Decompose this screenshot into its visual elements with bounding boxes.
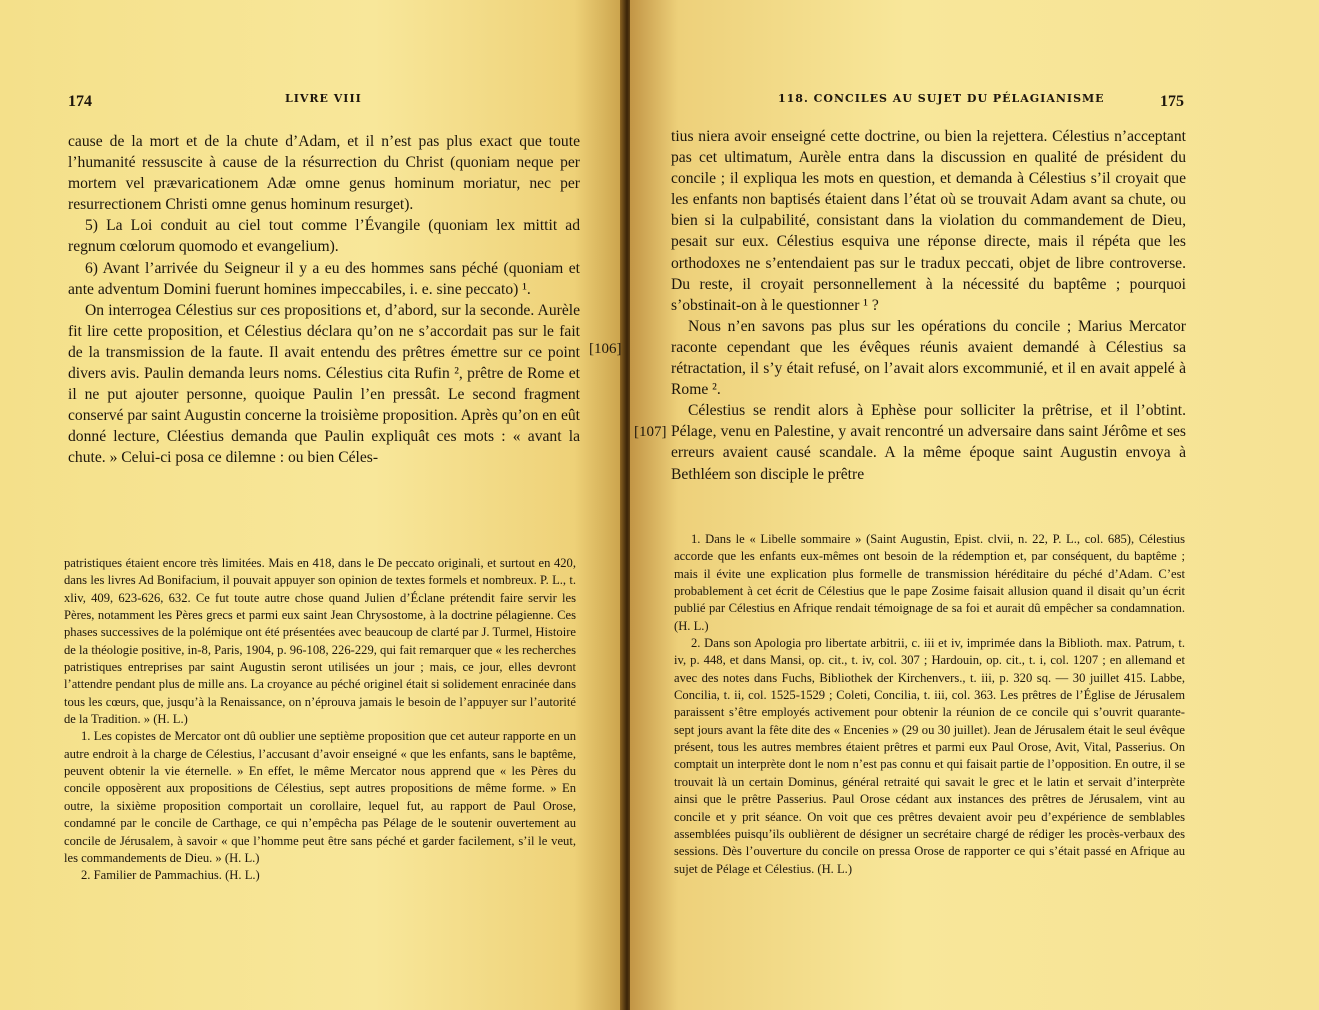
right-page: [630, 0, 1319, 1010]
left-page: [0, 0, 624, 1010]
margin-ref-107: [107]: [634, 424, 667, 440]
footnote: patristiques étaient encore très limitées. Mais en 418, dans le De peccato originali, et surtout en 420, dans les livres Ad Bonifacium, il pouvait appuyer son opinion de textes formels et nombreux. P. L., t. xliv, 409, 623-626, 632. Ce fut toute autre chose quand Julien d’Éclane prétendit faire servir les Pères, notamment les Pères grecs et parmi eux saint Jean Chrysostome, à la doctrine pélagienne. Ces phases successives de la polémique ont été présentées avec beaucoup de clarté par J. Turmel, Histoire de la théologie positive, in-8, Paris, 1904, p. 96-108, 226-229, qui fait remarquer que « les recherches patristiques entreprises par saint Augustin seront utilisées un jour ; mais, ce jour, elles devront l’attendre pendant plus de mille ans. La croyance au péché originel était si solidement enracinée dans tous les cœurs, que, jusqu’à la Renaissance, on n’éprouva jamais le besoin de l’appuyer sur l’autorité de la Tradition. » (H. L.): [64, 556, 576, 727]
paragraph: Nous n’en savons pas plus sur les opérations du concile ; Marius Mercator raconte cependant que les évêques réunis avaient demandé à Célestius sa rétractation, il s’y était refusé, on l’avait alors excommunié, et il en avait appelé à Rome ².: [671, 317, 1186, 399]
left-body-text: [68, 131, 580, 469]
page-number-left: 174: [68, 93, 92, 110]
running-head-right: 118. CONCILES AU SUJET DU PÉLAGIANISME: [778, 92, 1105, 105]
paragraph: tius niera avoir enseigné cette doctrine, ou bien la rejettera. Célestius n’acceptant pas cet ultimatum, Aurèle entra dans la discussion en qualité de président du concile ; il expliqua les mots en question, et demanda à Célestius s’il croyait que les enfants non baptisés étaient dans l’état où se trouvait Adam avant sa chute, ou bien si la culpabilité, consistant dans la violation du commandement de Dieu, pesait sur eux. Célestius esquiva une réponse directe, mais il répéta que les orthodoxes ne s’entendaient pas sur le tradux peccati, objet de libre controverse. Du reste, il croyait personnellement à la nécessité du baptême ; pourquoi s’obstinait-on à le questionner ¹ ?: [671, 128, 1186, 314]
running-head-left: LIVRE VIII: [285, 92, 362, 105]
right-body-text: [671, 126, 1186, 485]
paragraph: 6) Avant l’arrivée du Seigneur il y a eu des hommes sans péché (quoniam et ante adventum Domini fuerunt homines impeccabiles, i. e. sine peccato) ¹.: [68, 259, 580, 298]
footnote: 1. Dans le « Libelle sommaire » (Saint Augustin, Epist. clvii, n. 22, P. L., col. 685), Célestius accorde que les enfants eux-mêmes ont besoin de la rédemption et, par conséquent, du baptême ; mais il évite une explication plus formelle de transmission héréditaire du péché d’Adam. C’est probablement à cet écrit de Célestius que le pape Zosime faisait allusion quand il disait qu’un écrit publié par Célestius en Afrique rendait témoignage de sa foi et aurait dû empêcher sa condamnation. (H. L.): [674, 532, 1185, 633]
paragraph: On interrogea Célestius sur ces propositions et, d’abord, sur la seconde. Aurèle fit lire cette proposition, et Célestius déclara qu’on ne s’accordait pas sur le fait de la transmission de la faute. Il avait entendu des prêtres émettre sur ce point divers avis. Paulin demanda leurs noms. Célestius cita Rufin ², prêtre de Rome et il ne put ajouter personne, quoique Paulin l’en pressât. Le second fragment conservé par saint Augustin concerne la troisième proposition. Après qu’on en eût donné lecture, Cléestius demanda que Paulin expliquât ces mots : « avant la chute. » Celui-ci posa ce dilemne : ou bien Céles-: [68, 301, 580, 467]
paragraph: cause de la mort et de la chute d’Adam, et il n’est pas plus exact que toute l’humanité ressuscite à cause de la résurrection du Christ (quoniam neque per mortem vel prævaricationem Adæ omne genus hominum moriatur, nec per resurrectionem Christi omne genus hominum resurget).: [68, 133, 580, 214]
margin-ref-106: [106]: [589, 341, 622, 357]
page-number-right: 175: [1160, 93, 1184, 110]
paragraph: 5) La Loi conduit au ciel tout comme l’Évangile (quoniam lex mittit ad regnum cœlorum quomodo et evangelium).: [68, 217, 580, 256]
right-footnotes: [674, 531, 1185, 878]
footnote: 1. Les copistes de Mercator ont dû oublier une septième proposition que cet auteur rapporte en un autre endroit à la charge de Célestius, l’accusant d’avoir enseigné « que les enfants, sans le baptême, peuvent obtenir la vie éternelle. » En effet, le même Mercator nous apprend que « les Pères du concile opposèrent aux propositions de Célestius, sept autres propositions de même forme. » En outre, la sixième proposition comportait un corollaire, lequel fut, au rapport de Paul Orose, condamné par le concile de Carthage, ce qui n’empêcha pas Pélage de le soutenir ouvertement au concile de Jérusalem, à savoir « que l’homme peut être sans péché et garder facilement, s’il le veut, les commandements de Dieu. » (H. L.): [64, 729, 576, 865]
left-footnotes: [64, 555, 576, 885]
footnote: 2. Dans son Apologia pro libertate arbitrii, c. iii et iv, imprimée dans la Biblioth. max. Patrum, t. iv, p. 448, et dans Mansi, op. cit., t. iv, col. 307 ; Hardouin, op. cit., t. i, col. 1207 ; en allemand et avec des notes dans Fuchs, Bibliothek der Kirchenvers., t. iii, p. 320 sq. — 30 juillet 415. Labbe, Concilia, t. ii, col. 1525-1529 ; Coleti, Concilia, t. iii, col. 363. Les prêtres de l’Église de Jérusalem paraissent s’être employés activement pour obtenir la réunion de ce concile qui s’ouvrit quarante-sept jours avant la fête dite des « Encenies » (29 ou 30 juillet). Jean de Jérusalem était le seul évêque présent, tous les autres membres étaient prêtres et parmi eux Paul Orose, Avit, Vital, Passerius. On comptait un interprète dont le nom n’est pas connu et qui faisait partie de l’opposition. En outre, il se trouvait là un certain Dominus, général retraité qui savait le grec et le latin et servait d’interprète ainsi que le prêtre Passerius. Paul Orose cédant aux instances des prêtres de Jérusalem, vint au concile et y prit séance. On voit que ces prêtres devaient avoir peu d’expérience de semblables assemblées puisqu’ils oublièrent de désigner un secrétaire chargé de rédiger les procès-verbaux des sessions. Dès l’ouverture du concile on pressa Orose de rapporter ce qui s’était passé en Afrique au sujet de Pélage et Célestius. (H. L.): [674, 636, 1185, 876]
paragraph: Célestius se rendit alors à Ephèse pour solliciter la prêtrise, et il l’obtint. Pélage, venu en Palestine, y avait rencontré un adversaire dans saint Jérôme et ses erreurs avaient causé scandale. A la même époque saint Augustin envoya à Bethléem son disciple le prêtre: [671, 402, 1186, 483]
footnote: 2. Familier de Pammachius. (H. L.): [81, 868, 260, 883]
